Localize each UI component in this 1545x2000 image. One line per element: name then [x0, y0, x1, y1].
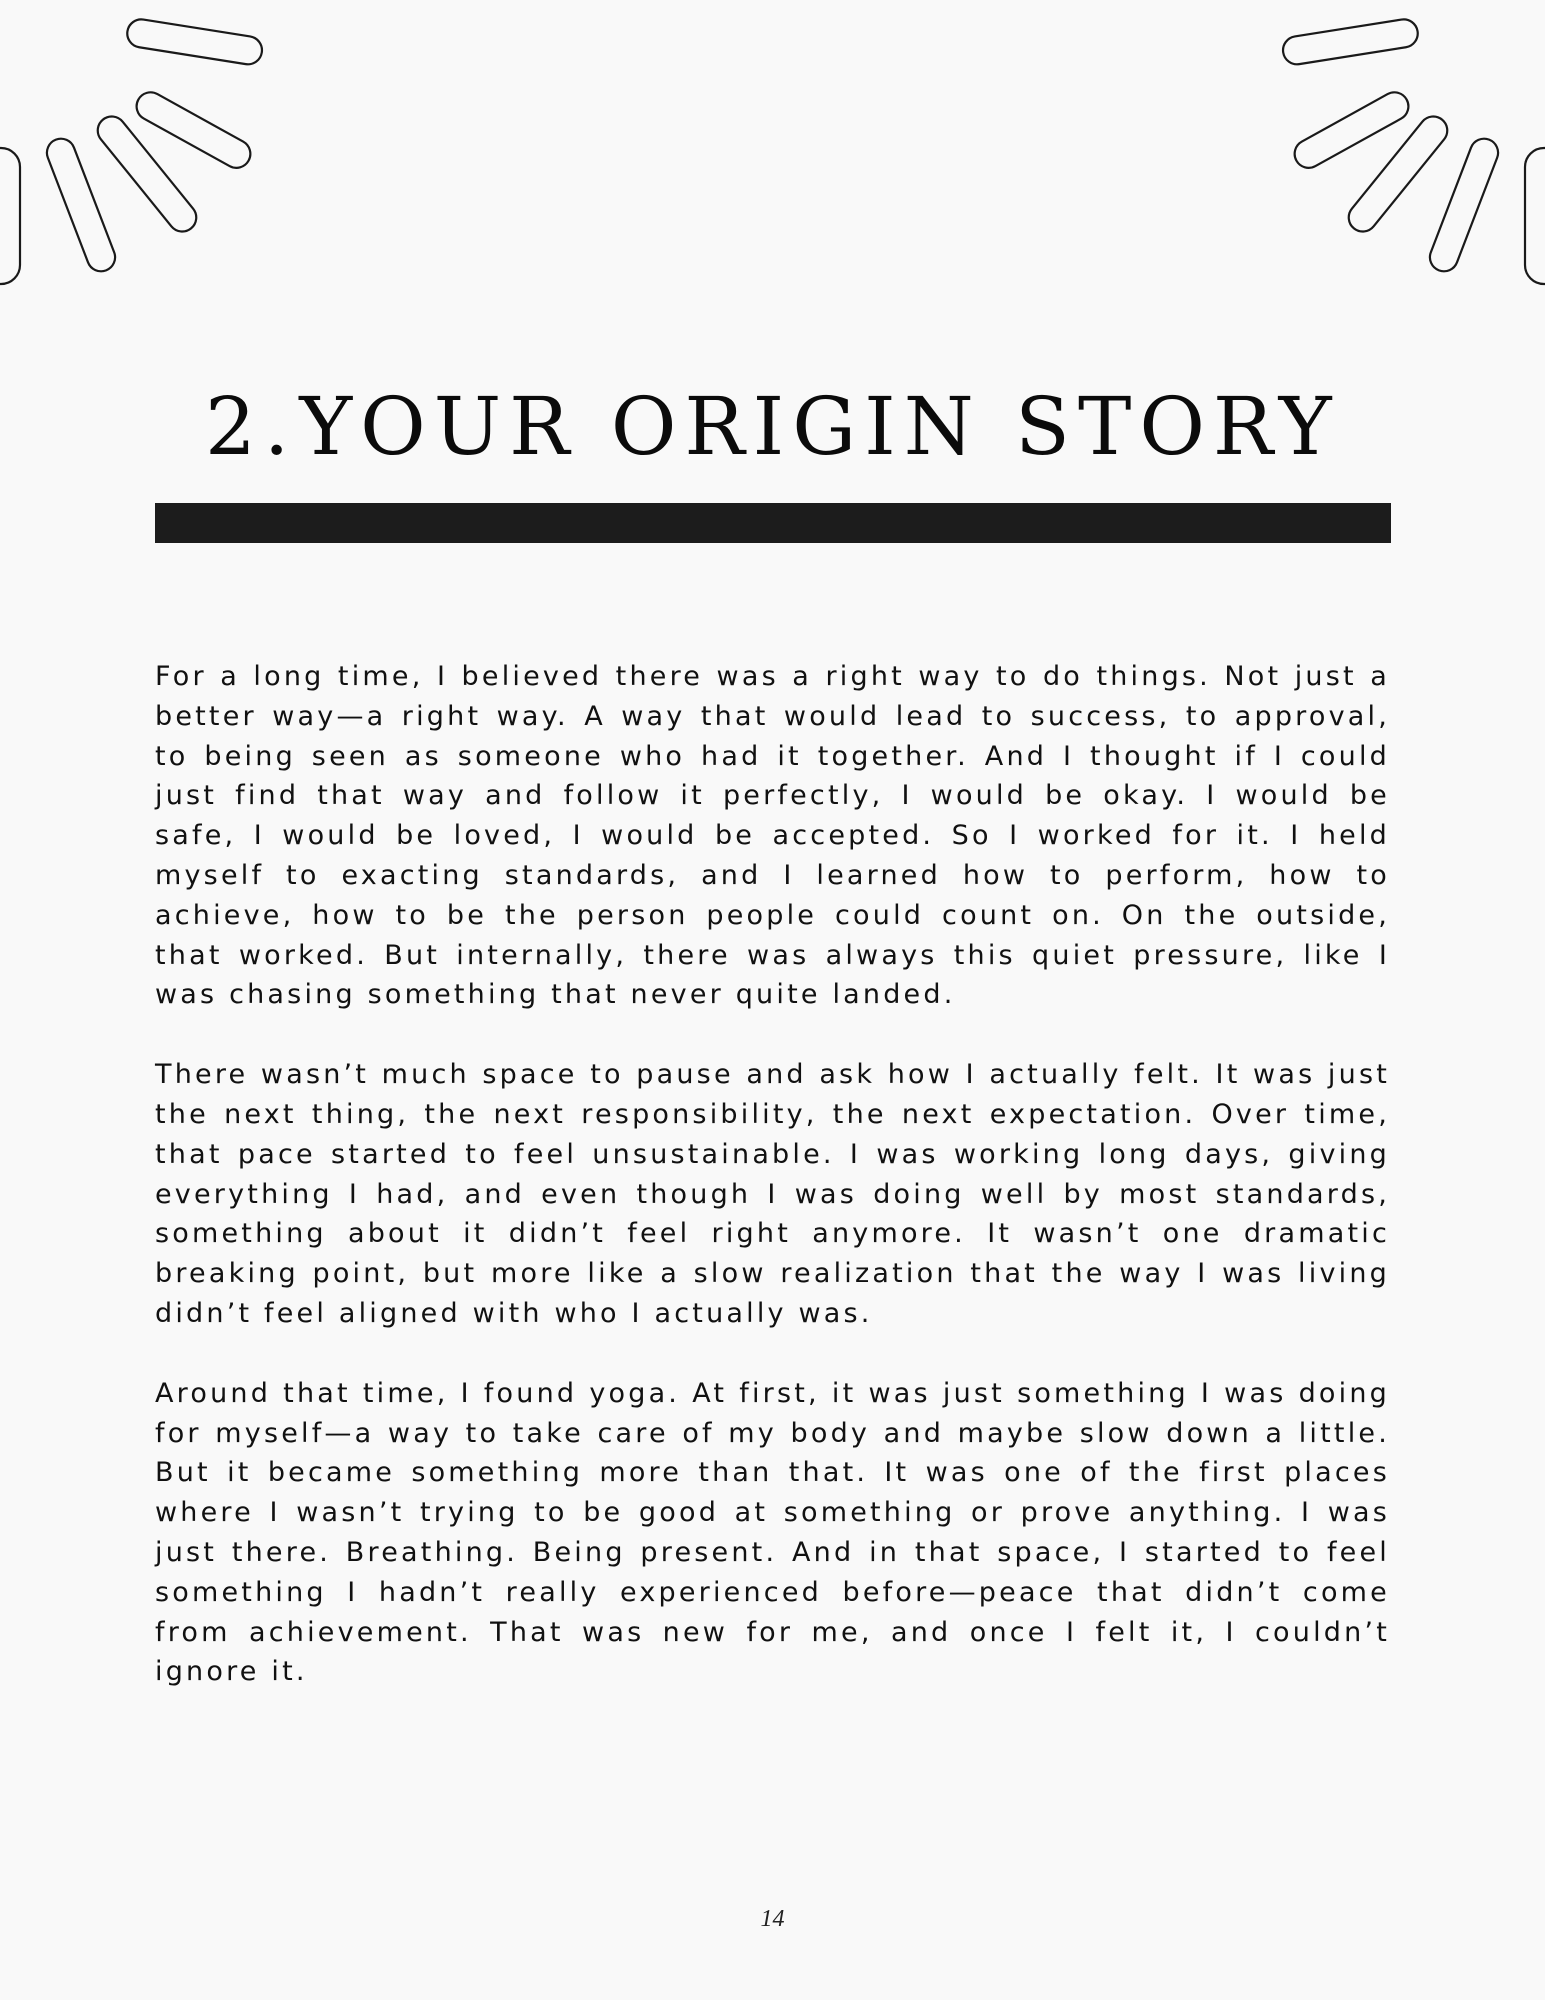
paragraph-3: Around that time, I found yoga. At first, it was just something I was doing for myself—a way to take care of my body and maybe slow down a little. But it became something more than that. It was one of the first places where I wasn’t trying to be good at something or prove anything. I was just there. Breathing. Being present. And in that space, I started to feel something I hadn’t really experienced before—peace that didn’t come from achievement. That was new for me, and once I felt it, I couldn’t ignore it. [155, 1377, 1390, 1688]
chapter-title: YOUR ORIGIN STORY [299, 380, 1340, 473]
paragraph-2: There wasn’t much space to pause and ask how I actually felt. It was just the next thing, the next responsibility, the next expectation. Over time, that pace started to feel unsustainable. I was working long days, giving everything I had, and even though I was doing well by most standards, something about it didn’t feel right anymore. It wasn’t one dramatic breaking point, but more like a slow realization that the way I was living didn’t feel aligned with who I actually was. [155, 1059, 1390, 1329]
page-number: 14 [760, 1906, 785, 1932]
title-underline-bar [155, 503, 1391, 543]
chapter-number: 2. [205, 380, 298, 473]
sunburst-rays-icon [1245, 0, 1545, 300]
body-text [155, 657, 1390, 1732]
sunburst-rays-icon [0, 0, 300, 300]
paragraph-1: For a long time, I believed there was a right way to do things. Not just a better way—a right way. A way that would lead to success, to approval, to being seen as someone who had it together. And I thought if I could just find that way and follow it perfectly, I would be okay. I would be safe, I would be loved, I would be accepted. So I worked for it. I held myself to exacting standards, and I learned how to perform, how to achieve, how to be the person people could count on. On the outside, that worked. But internally, there was always this quiet pressure, like I was chasing something that never quite landed. [155, 661, 1390, 1011]
page-title [205, 372, 1340, 482]
